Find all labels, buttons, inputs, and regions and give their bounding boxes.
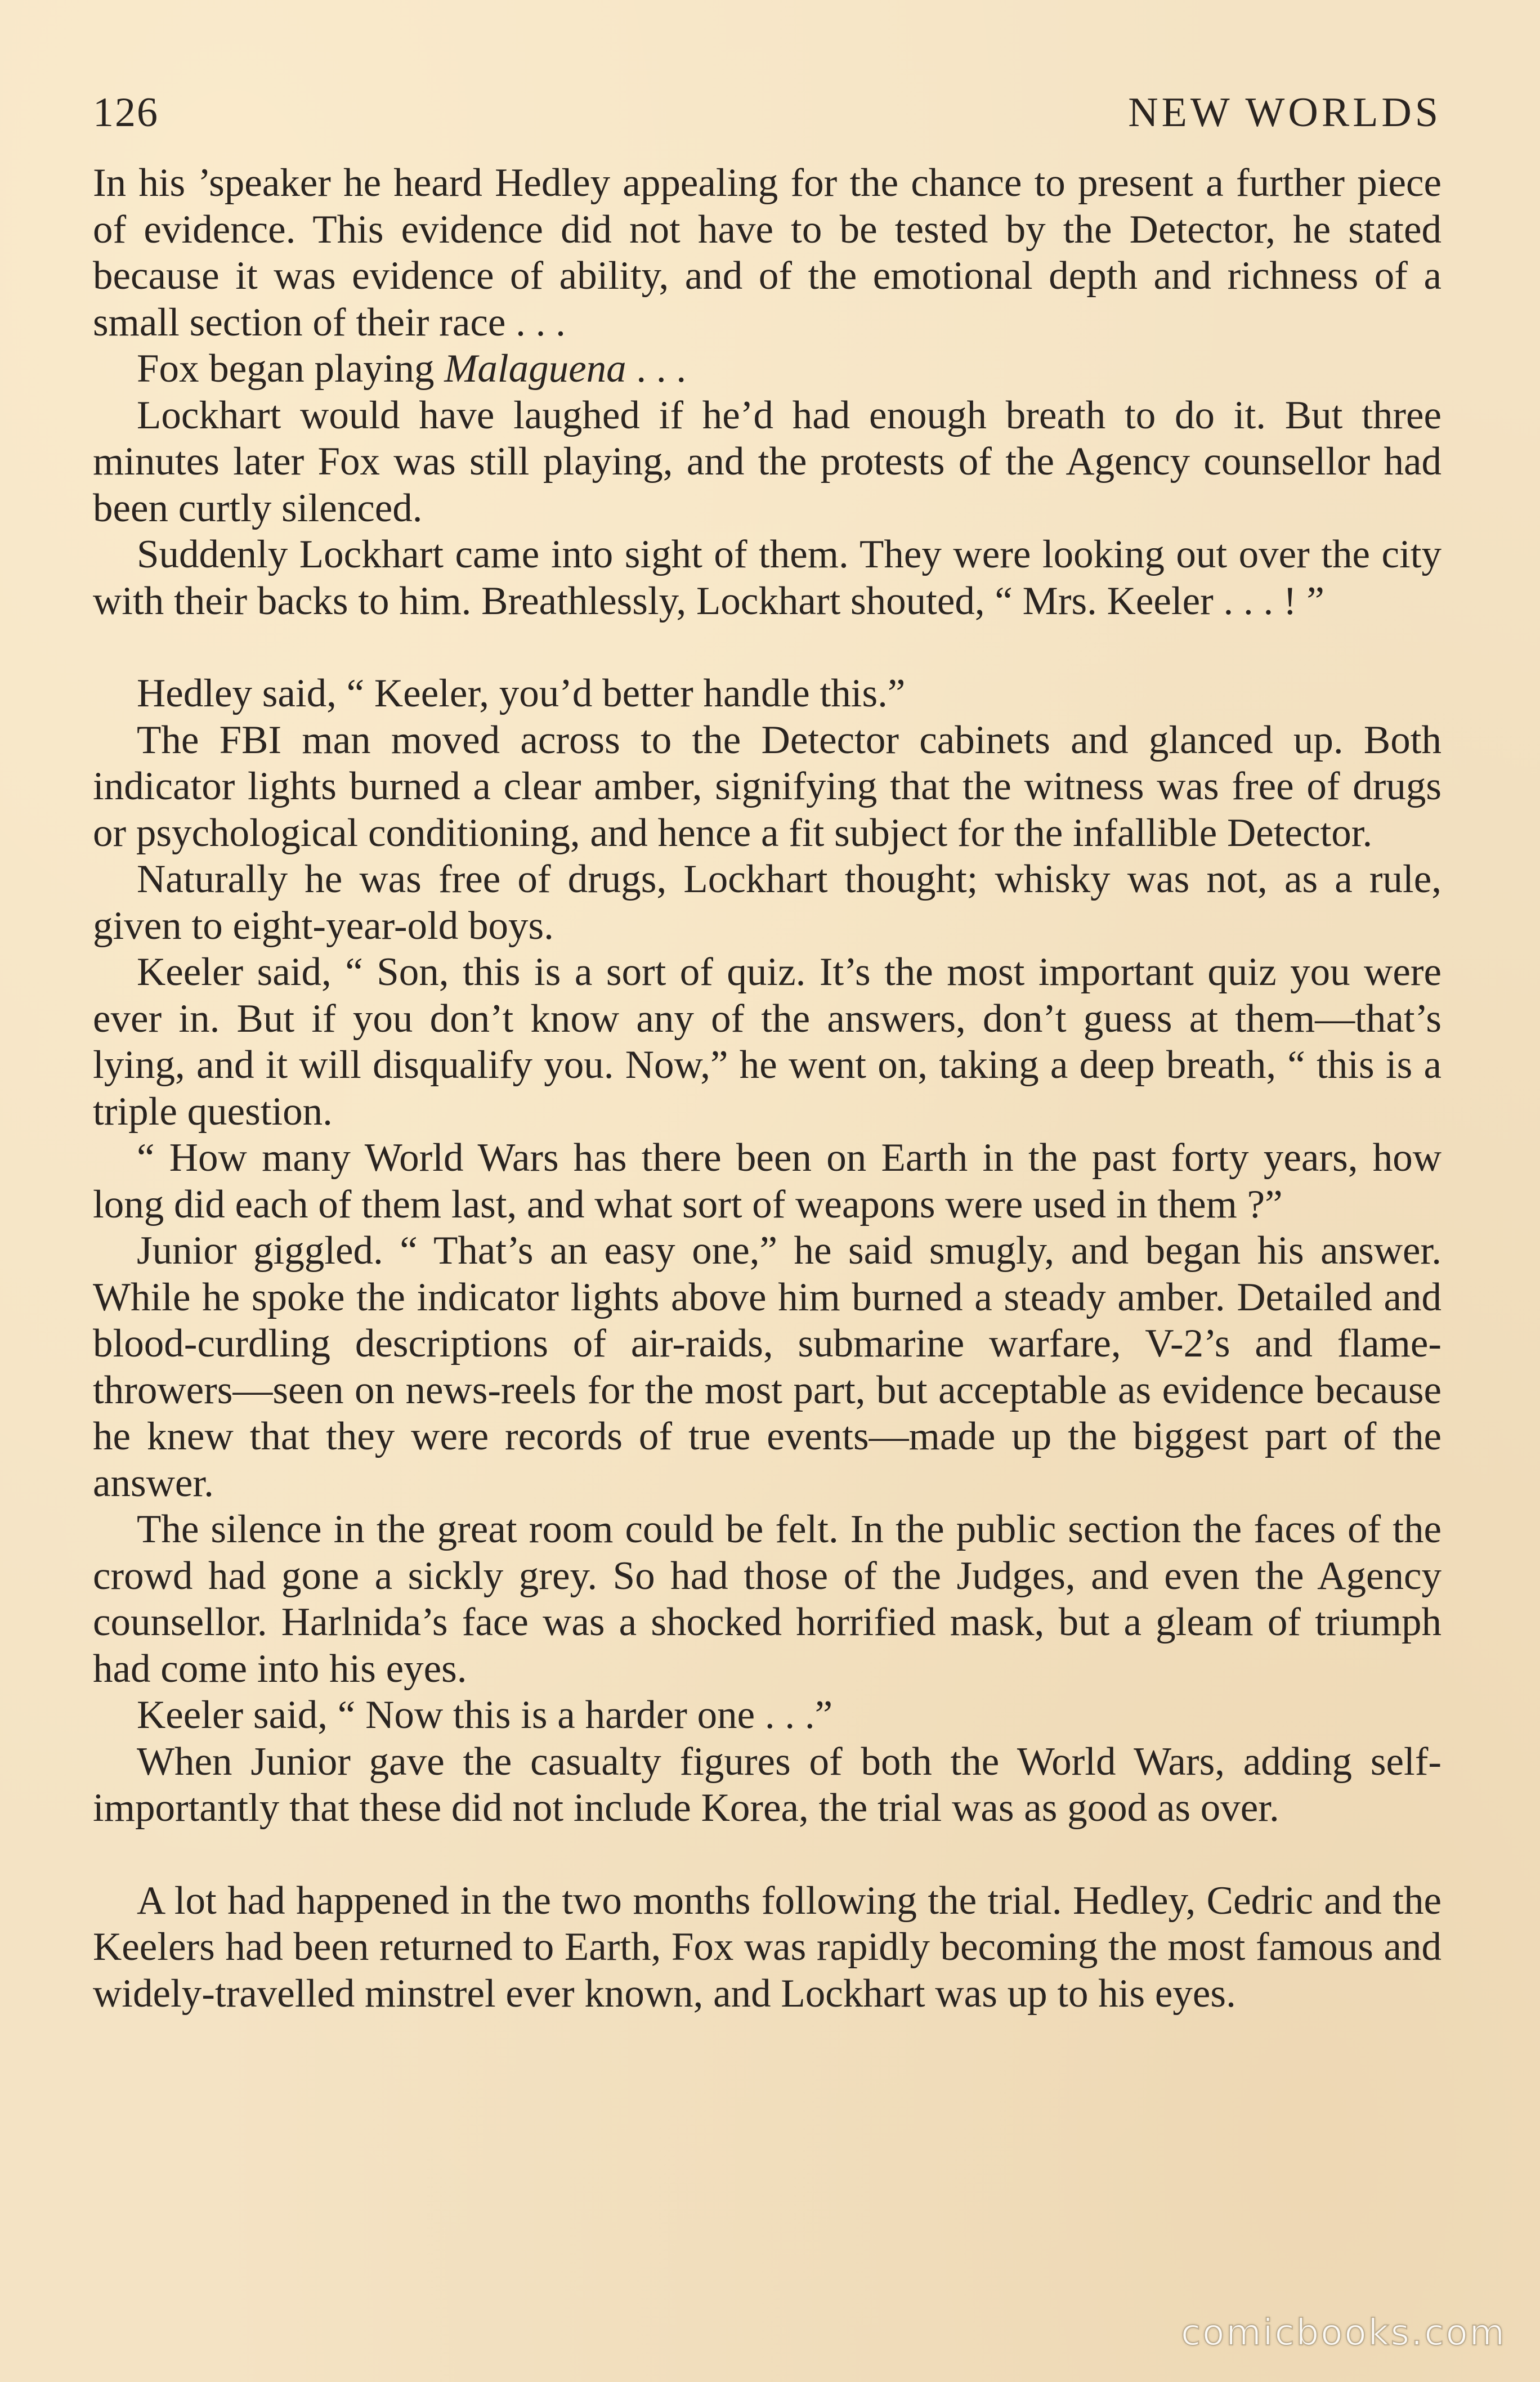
fox-line-trail: . . . xyxy=(626,347,687,391)
song-title: Malaguena xyxy=(444,347,626,391)
paragraph-6: The FBI man moved across to the Detector cabinets and glanced up. Both indicator lights burned a clear amber, signifying that the witness was free of drugs or psychological conditioning, and hence a fit subject for the infallible Detector. xyxy=(93,718,1441,855)
book-page xyxy=(93,84,1441,2308)
paragraph-9: “ How many World Wars has there been on Earth in the past forty years, how long did each of them last, and what sort of weapons were used in them ?” xyxy=(93,1136,1441,1226)
paragraph-13: When Junior gave the casualty figures of both the World Wars, adding self-importantly that these did not include Korea, the trial was as good as over. xyxy=(93,1739,1441,1830)
running-title: NEW WORLDS xyxy=(1128,89,1441,136)
paragraph-7: Naturally he was free of drugs, Lockhart thought; whisky was not, as a rule, given to eight-year-old boys. xyxy=(93,857,1441,948)
body-text xyxy=(93,160,1441,2017)
paragraph-3: Lockhart would have laughed if he’d had enough breath to do it. But three minutes later Fox was still playing, and the protests of the Agency counsellor had been curtly silenced. xyxy=(93,393,1441,530)
paragraph-11: The silence in the great room could be felt. In the public section the faces of the crowd had gone a sickly grey. So had those of the Judges, and even the Agency counsellor. Harlnida’s face was a shocked horrified mask, but a gleam of triumph had come into his eyes. xyxy=(93,1507,1441,1691)
paragraph-1: In his ’speaker he heard Hedley appealing for the chance to present a further piece of evidence. This evidence did not have to be tested by the Detector, he stated because it was evidence of ability, and of the emotional depth and richness of a small section of their race . . . xyxy=(93,161,1441,344)
running-head xyxy=(93,84,1441,141)
page-number: 126 xyxy=(93,89,159,136)
paragraph-5: Hedley said, “ Keeler, you’d better handle this.” xyxy=(137,671,906,715)
section-break xyxy=(93,624,1441,670)
section-break xyxy=(93,1832,1441,1878)
fox-line-lead: Fox began playing xyxy=(137,347,445,391)
paragraph-12: Keeler said, “ Now this is a harder one . . .” xyxy=(137,1693,833,1737)
paragraph-8: Keeler said, “ Son, this is a sort of quiz. It’s the most important quiz you were ever in. But if you don’t know any of the answers, don’t guess at them—that’s lying, and it will disqualify you. Now,” he went on, taking a deep breath, “ this is a triple question. xyxy=(93,950,1441,1134)
paragraph-10: Junior giggled. “ That’s an easy one,” he said smugly, and began his answer. While he spoke the indicator lights above him burned a steady amber. Detailed and blood-curdling descriptions of air-raids, submarine warfare, V-2’s and flame-throwers—seen on news-reels for the most part, but acceptable as evidence because he knew that they were records of true events—made up the biggest part of the answer. xyxy=(93,1229,1441,1505)
paragraph-2 xyxy=(93,346,1441,392)
watermark-logo: comicbooks.com xyxy=(1180,2312,1506,2354)
paragraph-14: A lot had happened in the two months following the trial. Hedley, Cedric and the Keelers had been returned to Earth, Fox was rapidly becoming the most famous and widely-travelled minstrel ever known, and Lockhart was up to his eyes. xyxy=(93,1878,1441,2016)
paragraph-4: Suddenly Lockhart came into sight of them. They were looking out over the city with their backs to him. Breathlessly, Lockhart shouted, “ Mrs. Keeler . . . ! ” xyxy=(93,532,1441,623)
